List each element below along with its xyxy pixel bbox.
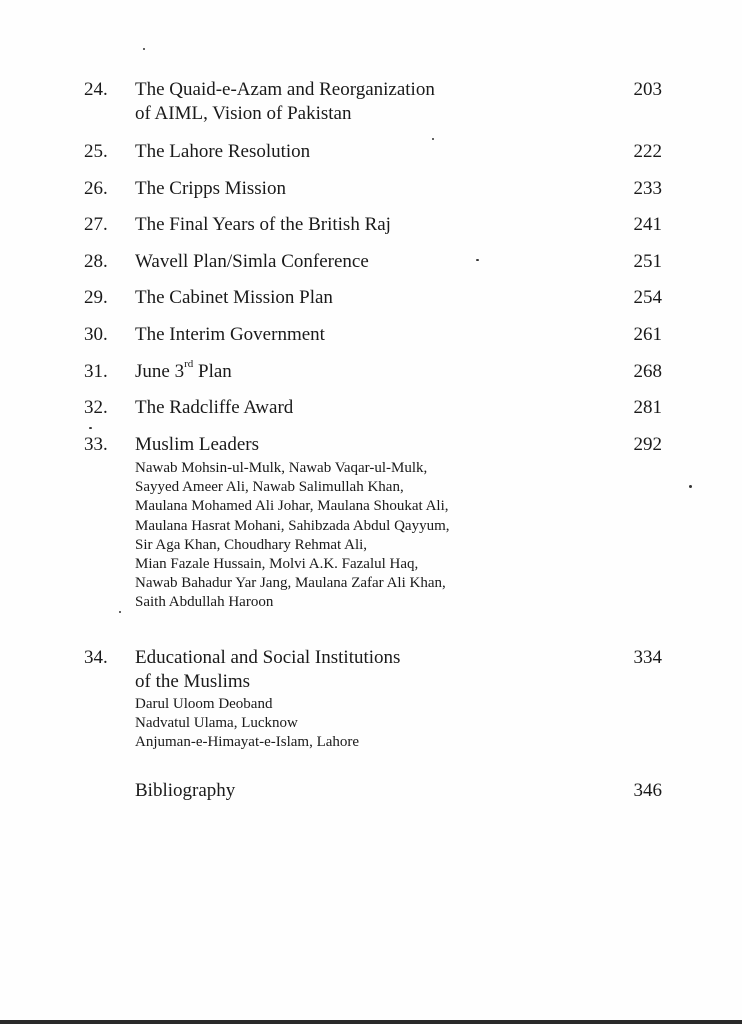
entry-title-line-1: Wavell Plan/Simla Conference [135,251,369,272]
entry-title [135,646,575,694]
entry-title-line-1: The Radcliffe Award [135,397,294,418]
entry-title-line-2: of the Muslims [135,671,251,692]
entry-number: 31. [84,361,108,382]
sub-item: Sayyed Ameer Ali, Nawab Salimullah Khan, [135,479,404,496]
entry-title [135,323,575,347]
sub-item: Mian Fazale Hussain, Molvi A.K. Fazalul Haq, [135,556,419,573]
entry-number: 24. [84,79,108,100]
entry-page-number: 241 [633,214,662,235]
entry-title-suffix: Plan [193,361,232,382]
entry-title-line-1: The Cabinet Mission Plan [135,287,333,308]
entry-title [135,177,575,201]
entry-title-line-1: The Final Years of the British Raj [135,214,391,235]
scan-speck [432,138,434,140]
entry-page-number: 268 [633,361,662,382]
entry-page-number: 203 [633,79,662,100]
entry-page-number: 233 [633,178,662,199]
entry-title-line-1: The Lahore Resolution [135,141,311,162]
entry-title-line-1: Bibliography [135,780,236,801]
entry-number: 30. [84,324,108,345]
entry-title [135,140,575,164]
entry-title-line-1: Muslim Leaders [135,434,260,455]
entry-title-line-1: The Interim Government [135,324,325,345]
entry-title-line-1 [135,357,575,384]
sub-item: Maulana Hasrat Mohani, Sahibzada Abdul Qayyum, [135,517,450,534]
entry-page-number: 292 [633,434,662,455]
sub-item: Nadvatul Ulama, Lucknow [135,715,298,732]
sub-item: Maulana Mohamed Ali Johar, Maulana Shoukat Ali, [135,498,449,515]
entry-page-number: 222 [633,141,662,162]
entry-title [135,250,575,274]
entry-title [135,286,575,310]
entry-page-number: 254 [633,287,662,308]
sub-item: Darul Uloom Deoband [135,696,273,712]
entry-title-line-2: of AIML, Vision of Pakistan [135,103,352,124]
entry-title [135,433,575,457]
scan-speck [143,48,145,50]
entry-title-line-1: The Quaid-e-Azam and Reorganization [135,79,435,100]
scan-speck [689,485,692,488]
entry-page-number: 281 [633,397,662,418]
entry-title [135,78,575,126]
entry-title [135,396,575,420]
sub-item: Saith Abdullah Haroon [135,594,274,611]
entry-number: 28. [84,251,108,272]
entry-title-line-1: Educational and Social Institutions [135,647,401,668]
entry-number: 29. [84,287,108,308]
entry-sub-list [135,459,605,613]
entry-number: 33. [84,434,108,455]
scan-speck [119,611,121,613]
sub-item: Nawab Mohsin-ul-Mulk, Nawab Vaqar-ul-Mulk, [135,460,428,476]
entry-page-number: 251 [633,251,662,272]
entry-title [135,213,575,237]
entry-number: 27. [84,214,108,235]
entry-number: 25. [84,141,108,162]
entry-number: 34. [84,647,108,668]
entry-page-number: 334 [633,647,662,668]
scan-bottom-edge [0,1020,742,1024]
entry-number: 32. [84,397,108,418]
entry-title-prefix: June 3 [135,361,185,382]
entry-title-line-1: The Cripps Mission [135,178,286,199]
entry-title [135,357,575,384]
entry-number: 26. [84,178,108,199]
scan-speck [476,259,479,261]
entry-page-number: 261 [633,324,662,345]
entry-title [135,779,575,803]
sub-item: Sir Aga Khan, Choudhary Rehmat Ali, [135,536,368,553]
scan-speck [89,427,92,429]
entry-title-superscript: rd [184,357,194,370]
sub-item: Anjuman-e-Himayat-e-Islam, Lahore [135,734,360,751]
entry-sub-list [135,695,605,753]
sub-item: Nawab Bahadur Yar Jang, Maulana Zafar Ali Khan, [135,575,446,592]
entry-page-number: 346 [633,780,662,801]
